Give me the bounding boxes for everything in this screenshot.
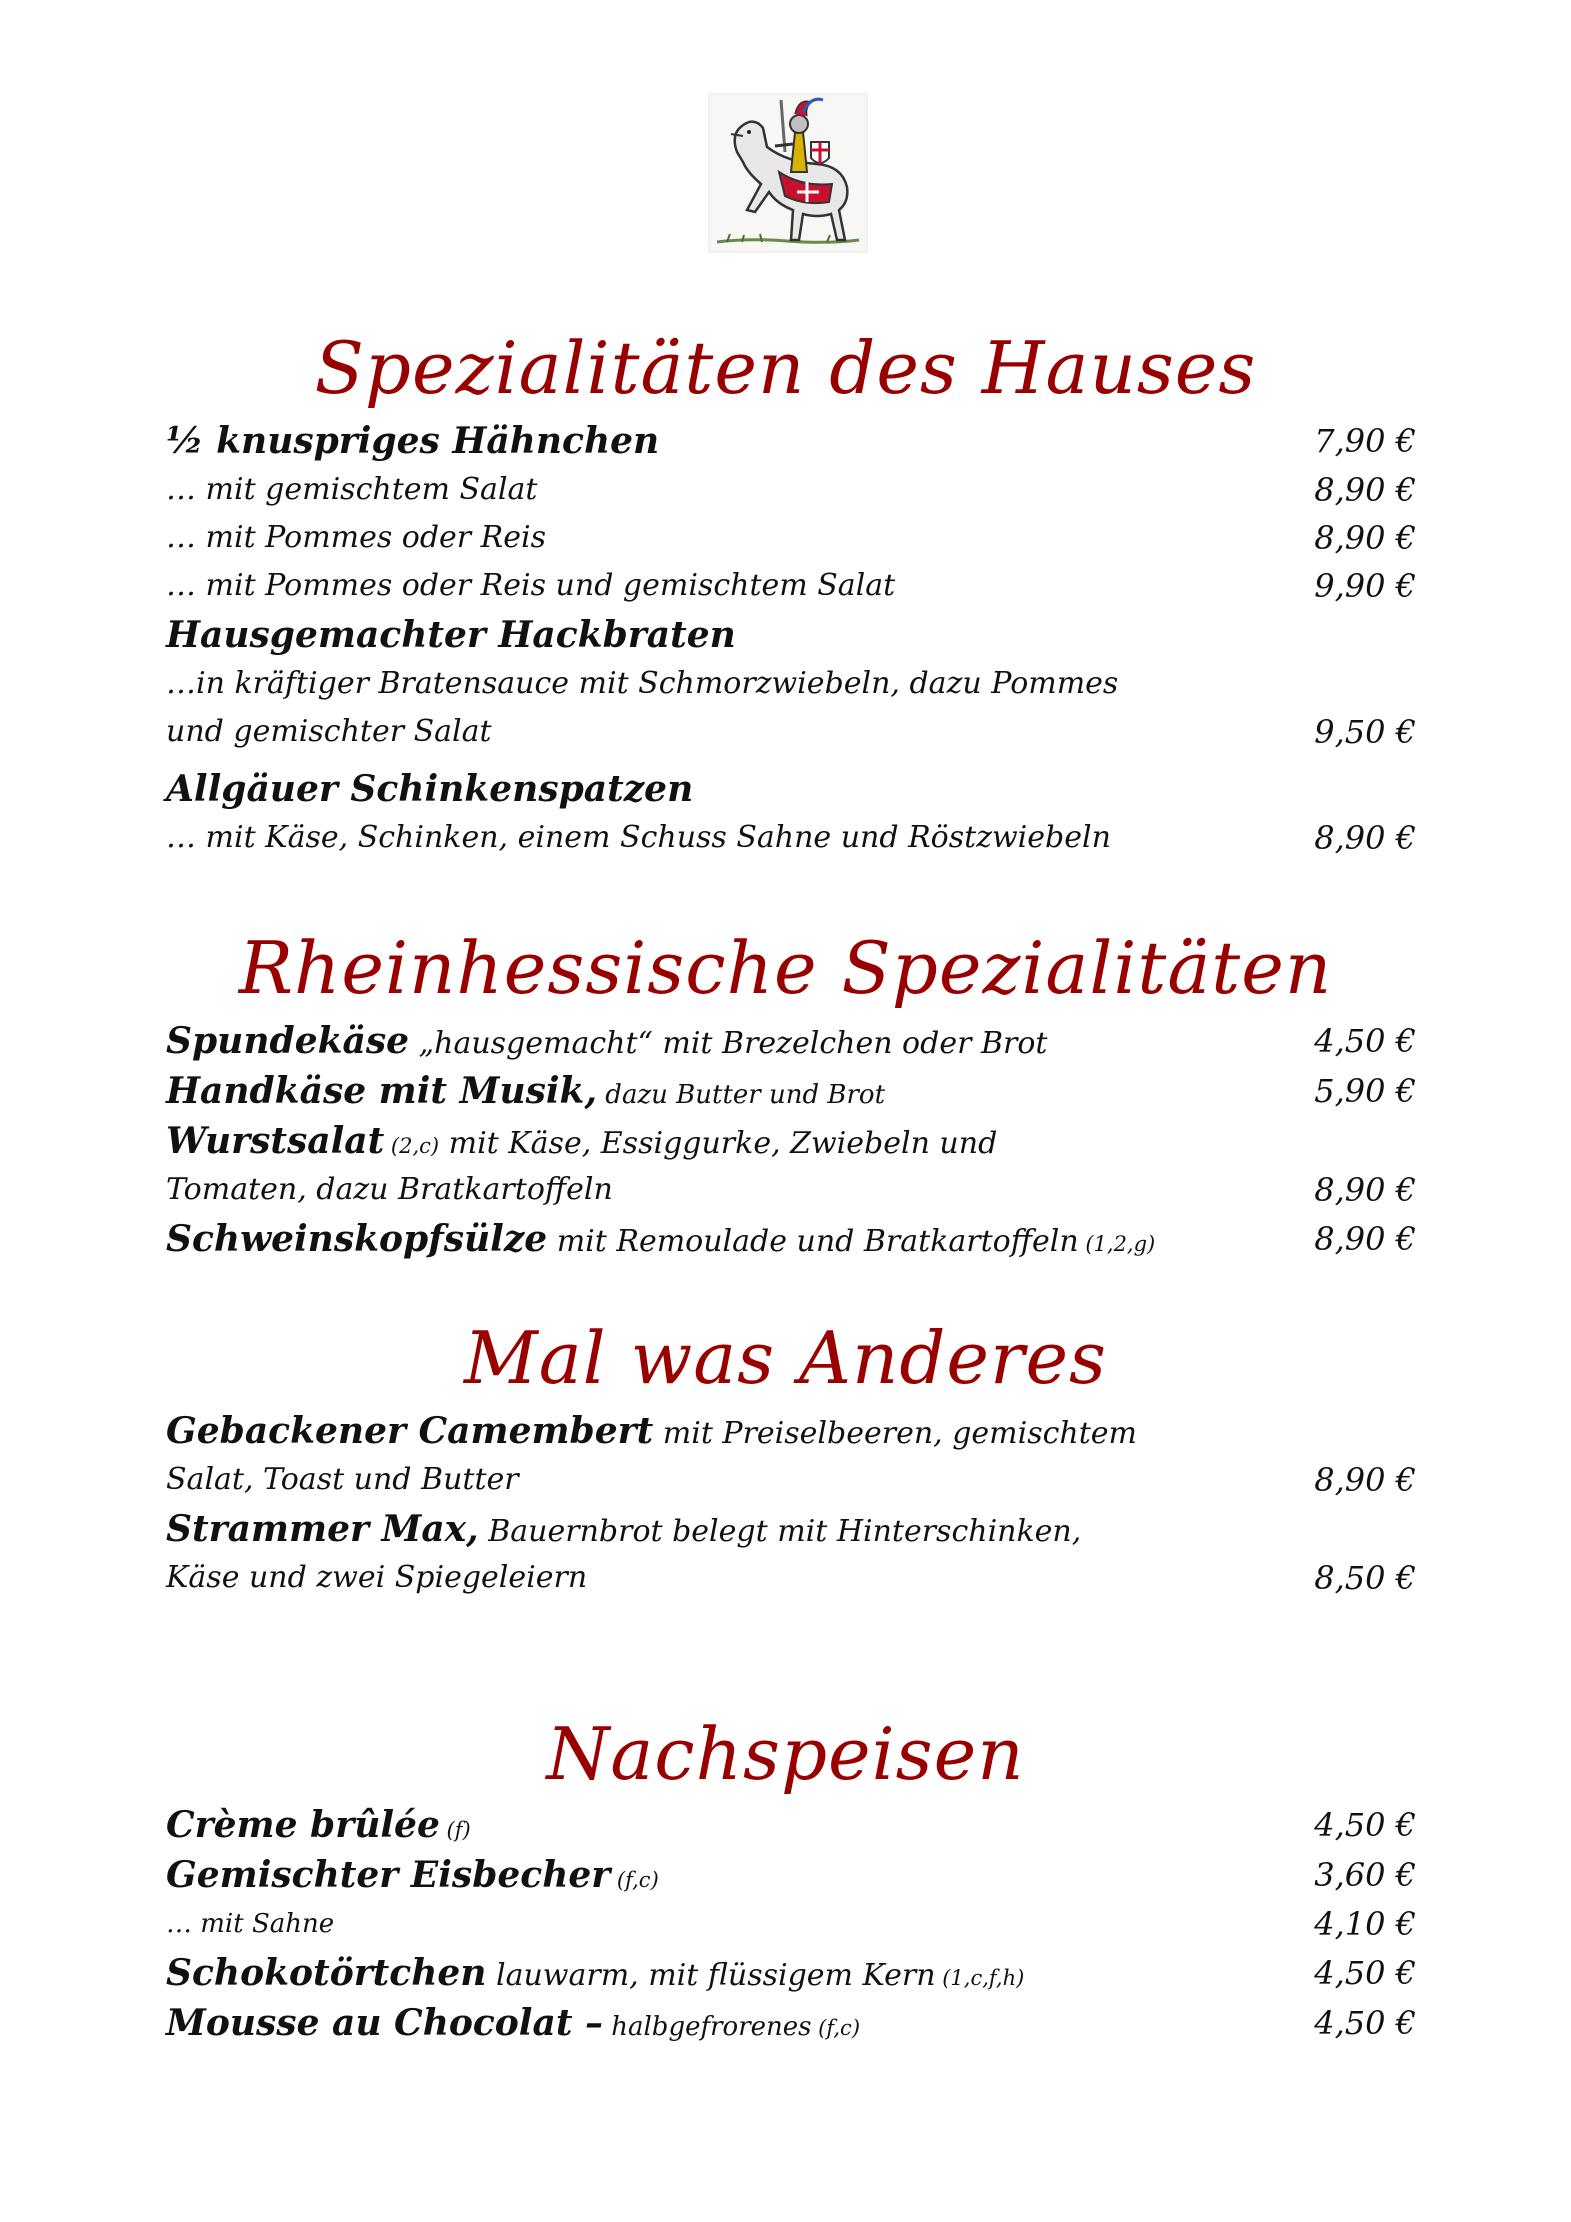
item-description: und gemischter Salat bbox=[166, 714, 492, 749]
menu-item bbox=[166, 764, 1416, 814]
item-name: Schweinskopfsülze bbox=[166, 1218, 548, 1260]
menu-item bbox=[166, 660, 1416, 708]
item-price: 8,50 € bbox=[1314, 1559, 1416, 1597]
item-description: … mit gemischtem Salat bbox=[166, 472, 538, 507]
menu-item bbox=[166, 1016, 1416, 1066]
item-price: 8,90 € bbox=[1314, 471, 1416, 509]
item-price: 8,90 € bbox=[1314, 1171, 1416, 1209]
item-price: 4,10 € bbox=[1314, 1905, 1416, 1943]
menu-section bbox=[166, 416, 1416, 862]
item-description: … mit Pommes oder Reis bbox=[166, 520, 547, 555]
item-name: Strammer Max, bbox=[166, 1508, 479, 1550]
menu-item bbox=[166, 1116, 1416, 1166]
item-description: Tomaten, dazu Bratkartoffeln bbox=[166, 1172, 613, 1207]
item-name: Mousse au Chocolat – bbox=[166, 2002, 603, 2044]
item-description: mit Remoulade und Bratkartoffeln bbox=[547, 1224, 1079, 1259]
item-price: 4,50 € bbox=[1314, 2004, 1416, 2042]
item-price: 3,60 € bbox=[1314, 1856, 1416, 1894]
knight-on-horse-logo bbox=[707, 92, 869, 254]
menu-item bbox=[166, 1066, 1416, 1116]
allergen-codes: (f,c) bbox=[811, 2016, 861, 2040]
item-description: lauwarm, mit flüssigem Kern bbox=[486, 1958, 936, 1993]
menu-item bbox=[166, 1214, 1416, 1264]
menu-item bbox=[166, 1998, 1416, 2048]
section-title: Rheinhessische Spezialitäten bbox=[238, 926, 1333, 1010]
item-price: 9,90 € bbox=[1314, 567, 1416, 605]
item-description: halbgefrorenes bbox=[602, 2012, 812, 2042]
section-title: Spezialitäten des Hauses bbox=[314, 326, 1257, 410]
item-description: Käse und zwei Spiegeleiern bbox=[166, 1560, 588, 1595]
menu-item bbox=[166, 1406, 1416, 1456]
item-price: 8,90 € bbox=[1314, 1220, 1416, 1258]
menu-item bbox=[166, 1504, 1416, 1554]
allergen-codes: (1,c,f,h) bbox=[935, 1966, 1025, 1990]
item-description: Bauernbrot belegt mit Hinterschinken, bbox=[478, 1514, 1082, 1549]
item-name: Spundekäse bbox=[166, 1020, 410, 1062]
item-description: … mit Käse, Schinken, einem Schuss Sahne und Röstzwiebeln bbox=[166, 820, 1111, 855]
item-price: 8,90 € bbox=[1314, 519, 1416, 557]
menu-item bbox=[166, 1800, 1416, 1850]
item-price: 9,50 € bbox=[1314, 713, 1416, 751]
item-price: 5,90 € bbox=[1314, 1072, 1416, 1110]
item-name: Gebackener Camembert bbox=[166, 1410, 654, 1452]
menu-item bbox=[166, 1554, 1416, 1602]
item-price: 7,90 € bbox=[1314, 422, 1416, 460]
allergen-codes: (f,c) bbox=[610, 1868, 659, 1892]
item-description: dazu Butter und Brot bbox=[597, 1080, 886, 1110]
item-price: 4,50 € bbox=[1314, 1806, 1416, 1844]
item-name: Wurstsalat bbox=[166, 1120, 385, 1162]
item-price: 8,90 € bbox=[1314, 1461, 1416, 1499]
menu-item bbox=[166, 814, 1416, 862]
item-name: Schokotörtchen bbox=[166, 1952, 487, 1994]
item-name: Hausgemachter Hackbraten bbox=[166, 614, 736, 656]
section-title: Mal was Anderes bbox=[464, 1316, 1107, 1400]
menu-item bbox=[166, 708, 1416, 756]
item-name: ½ knuspriges Hähnchen bbox=[166, 420, 660, 462]
allergen-codes: (f) bbox=[439, 1818, 471, 1842]
menu-item bbox=[166, 466, 1416, 514]
item-name: Gemischter Eisbecher bbox=[166, 1854, 611, 1896]
item-price: 4,50 € bbox=[1314, 1022, 1416, 1060]
allergen-codes: (2,c) bbox=[384, 1134, 440, 1158]
section-title: Nachspeisen bbox=[546, 1712, 1025, 1796]
item-description: mit Preiselbeeren, gemischtem bbox=[653, 1416, 1137, 1451]
item-name: Handkäse mit Musik, bbox=[166, 1070, 598, 1112]
menu-item bbox=[166, 1900, 1416, 1948]
menu-item bbox=[166, 1850, 1416, 1900]
item-name: Crème brûlée bbox=[166, 1804, 440, 1846]
menu-item bbox=[166, 1456, 1416, 1504]
item-price: 4,50 € bbox=[1314, 1954, 1416, 1992]
item-description: … mit Pommes oder Reis und gemischtem Salat bbox=[166, 568, 896, 603]
item-name: Allgäuer Schinkenspatzen bbox=[166, 768, 694, 810]
menu-item bbox=[166, 1166, 1416, 1214]
menu-item bbox=[166, 416, 1416, 466]
item-description: „hausgemacht“ mit Brezelchen oder Brot bbox=[409, 1026, 1048, 1061]
menu-section bbox=[166, 1406, 1416, 1602]
item-description: … mit Sahne bbox=[166, 1909, 335, 1939]
menu-item bbox=[166, 562, 1416, 610]
item-description: …in kräftiger Bratensauce mit Schmorzwiebeln, dazu Pommes bbox=[166, 666, 1119, 701]
menu-section bbox=[166, 1016, 1416, 1264]
allergen-codes: (1,2,g) bbox=[1078, 1232, 1156, 1256]
menu-item bbox=[166, 610, 1416, 660]
item-price: 8,90 € bbox=[1314, 819, 1416, 857]
menu-item bbox=[166, 514, 1416, 562]
menu-section bbox=[166, 1800, 1416, 2048]
item-description: mit Käse, Essiggurke, Zwiebeln und bbox=[439, 1126, 998, 1161]
item-description: Salat, Toast und Butter bbox=[166, 1462, 519, 1497]
menu-item bbox=[166, 1948, 1416, 1998]
